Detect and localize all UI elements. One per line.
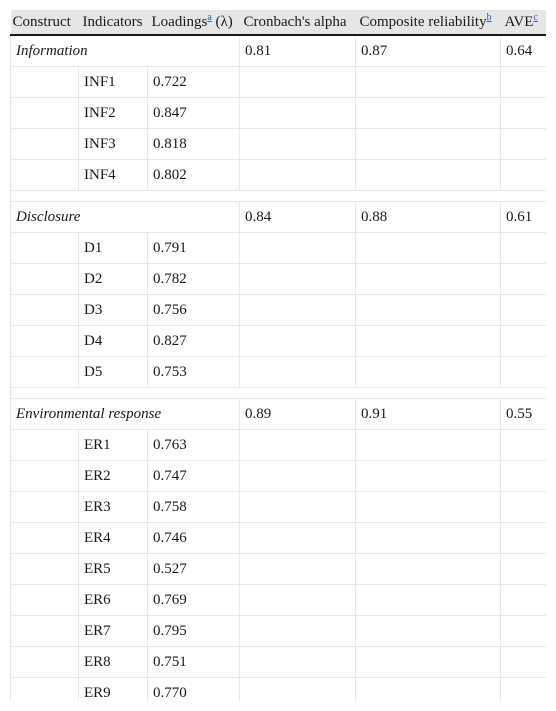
ave-value: 0.61	[501, 202, 547, 233]
indicator-code: ER2	[79, 461, 148, 492]
ave-cell	[501, 357, 547, 388]
indicator-code: D1	[79, 233, 148, 264]
header-ave: AVE$^c$	[501, 10, 547, 35]
indicator-code: ER4	[79, 523, 148, 554]
alpha-cell	[240, 264, 356, 295]
ave-value: 0.64	[501, 35, 547, 67]
indicator-row	[11, 326, 547, 357]
footnote-link-a[interactable]: a	[207, 11, 212, 23]
cr-cell	[356, 554, 501, 585]
alpha-cell	[240, 160, 356, 191]
cr-cell	[356, 647, 501, 678]
cr-cell	[356, 129, 501, 160]
alpha-cell	[240, 523, 356, 554]
loading-value: 0.751	[148, 647, 240, 678]
spacer-cell	[11, 388, 547, 399]
header-construct: Construct	[11, 10, 79, 35]
indicator-code: D4	[79, 326, 148, 357]
ave-cell	[501, 233, 547, 264]
loading-value: 0.802	[148, 160, 240, 191]
construct-cell	[11, 295, 79, 326]
cronbach-alpha-value: 0.81	[240, 35, 356, 67]
construct-cell	[11, 647, 79, 678]
alpha-cell	[240, 357, 356, 388]
ave-cell	[501, 67, 547, 98]
alpha-cell	[240, 461, 356, 492]
loading-value: 0.758	[148, 492, 240, 523]
indicator-row	[11, 430, 547, 461]
ave-cell	[501, 98, 547, 129]
ave-cell	[501, 160, 547, 191]
construct-cell	[11, 585, 79, 616]
group-spacer-row	[11, 388, 547, 399]
loading-value: 0.769	[148, 585, 240, 616]
indicator-row	[11, 554, 547, 585]
indicator-code: ER1	[79, 430, 148, 461]
indicator-row	[11, 492, 547, 523]
construct-cell	[11, 160, 79, 191]
alpha-cell	[240, 129, 356, 160]
cr-cell	[356, 98, 501, 129]
alpha-cell	[240, 295, 356, 326]
construct-cell	[11, 492, 79, 523]
header-row	[11, 10, 547, 35]
cr-cell	[356, 616, 501, 647]
header-indicators: Indicators	[79, 10, 148, 35]
loading-value: 0.753	[148, 357, 240, 388]
spacer-cell	[11, 191, 547, 202]
alpha-cell	[240, 585, 356, 616]
loading-value: 0.527	[148, 554, 240, 585]
group-spacer-row	[11, 191, 547, 202]
alpha-cell	[240, 233, 356, 264]
cr-cell	[356, 492, 501, 523]
construct-name: Information	[11, 35, 240, 67]
indicator-row	[11, 585, 547, 616]
header-composite-reliability: Composite reliability$^b$	[356, 10, 501, 35]
indicator-code: ER3	[79, 492, 148, 523]
ave-cell	[501, 461, 547, 492]
indicator-row	[11, 67, 547, 98]
indicator-row	[11, 160, 547, 191]
ave-cell	[501, 585, 547, 616]
cr-cell	[356, 67, 501, 98]
alpha-cell	[240, 492, 356, 523]
alpha-cell	[240, 554, 356, 585]
composite-reliability-value: 0.91	[356, 399, 501, 430]
cr-cell	[356, 264, 501, 295]
loading-value: 0.791	[148, 233, 240, 264]
construct-cell	[11, 233, 79, 264]
footnote-link-c[interactable]: c	[533, 11, 538, 23]
construct-cell	[11, 326, 79, 357]
cr-cell	[356, 326, 501, 357]
construct-cell	[11, 129, 79, 160]
indicator-code: ER7	[79, 616, 148, 647]
ave-cell	[501, 295, 547, 326]
indicator-row	[11, 678, 547, 702]
construct-cell	[11, 678, 79, 702]
footnote-link-b[interactable]: b	[486, 11, 492, 23]
construct-row	[11, 399, 547, 430]
indicator-code: ER6	[79, 585, 148, 616]
indicator-code: ER9	[79, 678, 148, 702]
header-loadings: Loadings$^a$ (λ)	[148, 10, 240, 35]
composite-reliability-value: 0.88	[356, 202, 501, 233]
cr-cell	[356, 160, 501, 191]
indicator-code: INF1	[79, 67, 148, 98]
ave-cell	[501, 647, 547, 678]
cr-cell	[356, 357, 501, 388]
alpha-cell	[240, 616, 356, 647]
ave-cell	[501, 264, 547, 295]
indicator-row	[11, 129, 547, 160]
loading-value: 0.756	[148, 295, 240, 326]
loading-value: 0.847	[148, 98, 240, 129]
indicator-code: ER8	[79, 647, 148, 678]
alpha-cell	[240, 326, 356, 357]
construct-cell	[11, 554, 79, 585]
indicator-row	[11, 264, 547, 295]
construct-row	[11, 202, 547, 233]
indicator-row	[11, 295, 547, 326]
indicator-row	[11, 647, 547, 678]
loading-value: 0.763	[148, 430, 240, 461]
indicator-code: INF3	[79, 129, 148, 160]
indicator-row	[11, 461, 547, 492]
construct-cell	[11, 523, 79, 554]
alpha-cell	[240, 67, 356, 98]
construct-cell	[11, 357, 79, 388]
cr-cell	[356, 430, 501, 461]
loading-value: 0.827	[148, 326, 240, 357]
loading-value: 0.770	[148, 678, 240, 702]
indicator-row	[11, 357, 547, 388]
alpha-cell	[240, 678, 356, 702]
loading-value: 0.747	[148, 461, 240, 492]
indicator-code: INF2	[79, 98, 148, 129]
reliability-table-container	[10, 10, 546, 701]
indicator-code: D3	[79, 295, 148, 326]
construct-cell	[11, 98, 79, 129]
table-body	[11, 35, 547, 701]
indicator-row	[11, 523, 547, 554]
alpha-cell	[240, 98, 356, 129]
cr-cell	[356, 233, 501, 264]
construct-cell	[11, 67, 79, 98]
indicator-row	[11, 233, 547, 264]
cr-cell	[356, 295, 501, 326]
reliability-table	[10, 10, 546, 701]
loading-value: 0.746	[148, 523, 240, 554]
indicator-code: D2	[79, 264, 148, 295]
cronbach-alpha-value: 0.84	[240, 202, 356, 233]
construct-row	[11, 35, 547, 67]
ave-cell	[501, 616, 547, 647]
cr-cell	[356, 523, 501, 554]
indicator-code: D5	[79, 357, 148, 388]
ave-cell	[501, 326, 547, 357]
ave-cell	[501, 129, 547, 160]
cronbach-alpha-value: 0.89	[240, 399, 356, 430]
ave-cell	[501, 554, 547, 585]
cr-cell	[356, 678, 501, 702]
construct-cell	[11, 616, 79, 647]
cr-cell	[356, 585, 501, 616]
ave-cell	[501, 678, 547, 702]
ave-cell	[501, 492, 547, 523]
construct-name: Disclosure	[11, 202, 240, 233]
construct-cell	[11, 264, 79, 295]
ave-value: 0.55	[501, 399, 547, 430]
composite-reliability-value: 0.87	[356, 35, 501, 67]
indicator-row	[11, 98, 547, 129]
alpha-cell	[240, 647, 356, 678]
construct-cell	[11, 461, 79, 492]
ave-cell	[501, 523, 547, 554]
header-cronbach-alpha: Cronbach's alpha	[240, 10, 356, 35]
indicator-code: ER5	[79, 554, 148, 585]
indicator-code: INF4	[79, 160, 148, 191]
cr-cell	[356, 461, 501, 492]
construct-name: Environmental response	[11, 399, 240, 430]
construct-cell	[11, 430, 79, 461]
loading-value: 0.722	[148, 67, 240, 98]
ave-cell	[501, 430, 547, 461]
loading-value: 0.795	[148, 616, 240, 647]
alpha-cell	[240, 430, 356, 461]
loading-value: 0.782	[148, 264, 240, 295]
indicator-row	[11, 616, 547, 647]
loading-value: 0.818	[148, 129, 240, 160]
